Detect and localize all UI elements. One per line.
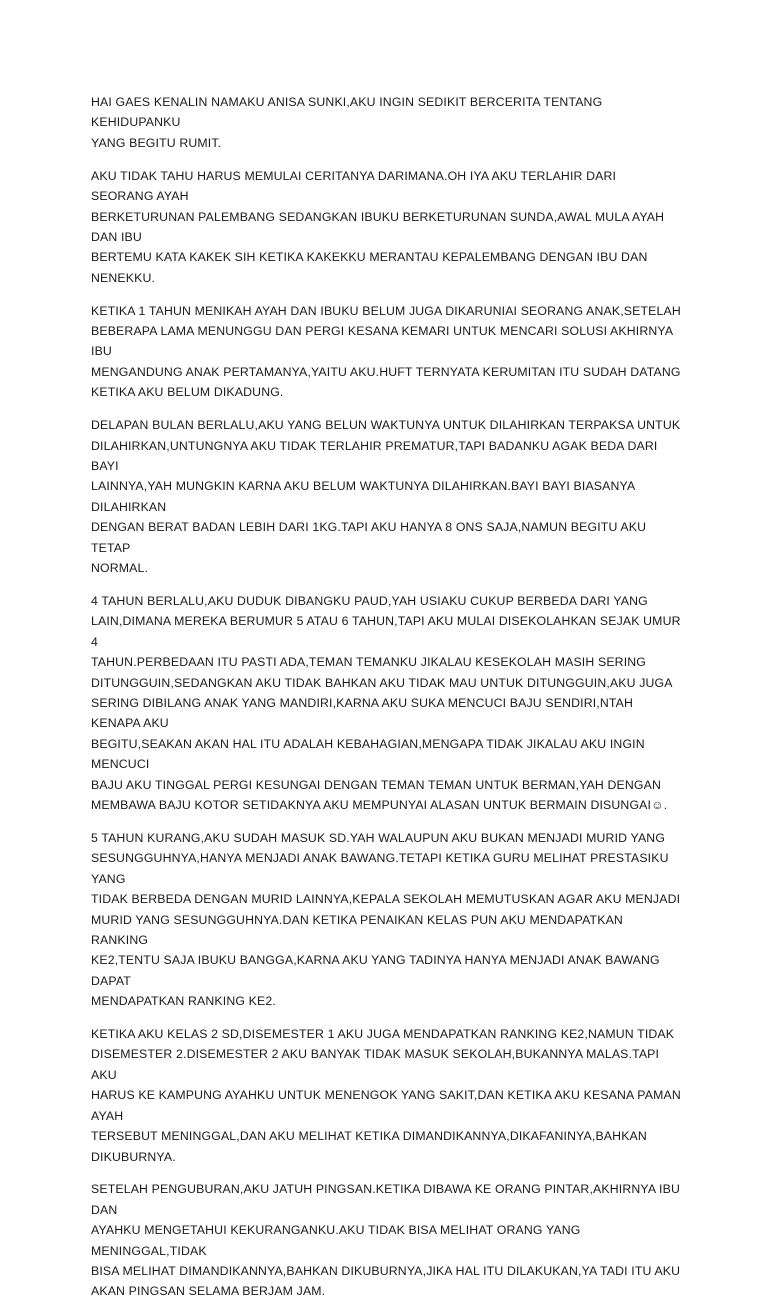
paragraph-8: SETELAH PENGUBURAN,AKU JATUH PINGSAN.KETIKA DIBAWA KE ORANG PINTAR,AKHIRNYA IBU DAN AYAHKU MENGETAHUI KEKURANGANKU.AKU TIDAK BISA MELIHAT ORANG YANG MENINGGAL,TIDAK BISA MELIHAT DIMANDIKANNYA,BAHKAN DIKUBURNYA,JIKA HAL ITU DILAKUKAN,YA TADI ITU AKU AKAN PINGSAN SELAMA BERJAM JAM. (91, 1182, 681, 1299)
paragraph-7: KETIKA AKU KELAS 2 SD,DISEMESTER 1 AKU JUGA MENDAPATKAN RANKING KE2,NAMUN TIDAK DISEMESTER 2.DISEMESTER 2 AKU BANYAK TIDAK MASUK SEKOLAH,BUKANNYA MALAS.TAPI AKU HARUS KE KAMPUNG AYAHKU UNTUK MENENGOK YANG SAKIT,DAN KETIKA AKU KESANA PAMAN AYAH TERSEBUT MENINGGAL,DAN AKU MELIHAT KETIKA DIMANDIKANNYA,DIKAFANINYA,BAHKAN DIKUBURNYA. (91, 1027, 681, 1164)
paragraph-2: AKU TIDAK TAHU HARUS MEMULAI CERITANYA DARIMANA.OH IYA AKU TERLAHIR DARI SEORANG AYAH BERKETURUNAN PALEMBANG SEDANGKAN IBUKU BERKETURUNAN SUNDA,AWAL MULA AYAH DAN IBU BERTEMU KATA KAKEK SIH KETIKA KAKEKKU MERANTAU KEPALEMBANG DENGAN IBU DAN NENEKKU. (91, 168, 665, 285)
paragraph-5: 4 TAHUN BERLALU,AKU DUDUK DIBANGKU PAUD,YAH USIAKU CUKUP BERBEDA DARI YANG LAIN,DIMANA MEREKA BERUMUR 5 ATAU 6 TAHUN,TAPI AKU MULAI DISEKOLAHKAN SEJAK UMUR 4 TAHUN.PERBEDAAN ITU PASTI ADA,TEMAN TEMANKU JIKALAU KESEKOLAH MASIH SERING DITUNGGUIN,SEDANGKAN AKU TIDAK BAHKAN AKU TIDAK MAU UNTUK DITUNGGUIN,AKU JUGA SERING DIBILANG ANAK YANG MANDIRI,KARNA AKU SUKA MENCUCI BAJU SENDIRI,NTAH KENAPA AKU BEGITU,SEAKAN AKAN HAL ITU ADALAH KEBAHAGIAN,MENGAPA TIDAK JIKALAU AKU INGIN MENCUCI BAJU AKU TINGGAL PERGI KESUNGAI DENGAN TEMAN TEMAN UNTUK BERMAN,YAH DENGAN MEMBAWA BAJU KOTOR SETIDAKNYA AKU MEMPUNYAI ALASAN UNTUK BERMAIN DISUNGAI☺. (91, 593, 681, 812)
paragraph-6: 5 TAHUN KURANG,AKU SUDAH MASUK SD.YAH WALAUPUN AKU BUKAN MENJADI MURID YANG SESUNGGUHNYA,HANYA MENJADI ANAK BAWANG.TETAPI KETIKA GURU MELIHAT PRESTASIKU YANG TIDAK BERBEDA DENGAN MURID LAINNYA,KEPALA SEKOLAH MEMUTUSKAN AGAR AKU MENJADI MURID YANG SESUNGGUHNYA.DAN KETIKA PENAIKAN KELAS PUN AKU MENDAPATKAN RANKING KE2,TENTU SAJA IBUKU BANGGA,KARNA AKU YANG TADINYA HANYA MENJADI ANAK BAWANG DAPAT MENDAPATKAN RANKING KE2. (91, 830, 681, 1009)
paragraph-1: HAI GAES KENALIN NAMAKU ANISA SUNKI,AKU INGIN SEDIKIT BERCERITA TENTANG KEHIDUPANKU YANG BEGITU RUMIT. (91, 95, 603, 150)
paragraph-4: DELAPAN BULAN BERLALU,AKU YANG BELUN WAKTUNYA UNTUK DILAHIRKAN TERPAKSA UNTUK DILAHIRKAN,UNTUNGNYA AKU TIDAK TERLAHIR PREMATUR,TAPI BADANKU AGAK BEDA DARI BAYI LAINNYA,YAH MUNGKIN KARNA AKU BELUM WAKTUNYA DILAHIRKAN.BAYI BAYI BIASANYA DILAHIRKAN DENGAN BERAT BADAN LEBIH DARI 1KG.TAPI AKU HANYA 8 ONS SAJA,NAMUN BEGITU AKU TETAP NORMAL. (91, 418, 681, 576)
document-page (91, 92, 681, 1314)
paragraph-3: KETIKA 1 TAHUN MENIKAH AYAH DAN IBUKU BELUM JUGA DIKARUNIAI SEORANG ANAK,SETELAH BEBERAPA LAMA MENUNGGU DAN PERGI KESANA KEMARI UNTUK MENCARI SOLUSI AKHIRNYA IBU MENGANDUNG ANAK PERTAMANYA,YAITU AKU.HUFT TERNYATA KERUMITAN ITU SUDAH DATANG KETIKA AKU BELUM DIKADUNG. (91, 303, 681, 400)
